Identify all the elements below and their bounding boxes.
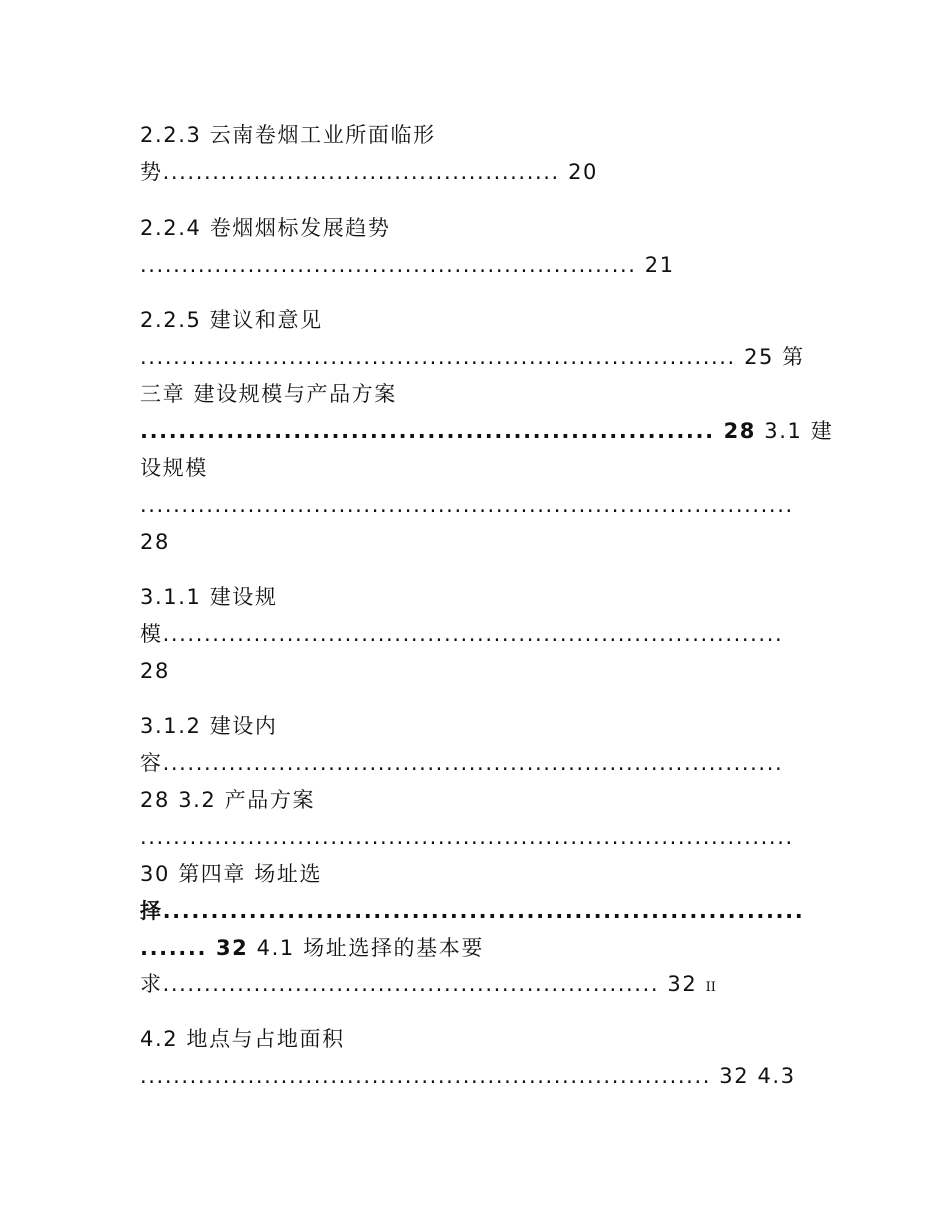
toc-line: ..................................................................... 32 4.3 xyxy=(140,1064,796,1088)
toc-line: 势................................................ 20 xyxy=(140,160,599,184)
toc-line: 30 第四章 场址选 xyxy=(140,862,323,886)
toc-line: 设规模 xyxy=(140,456,208,480)
toc-line: ............................................................................... xyxy=(140,493,794,517)
toc-leader-bold: ....... 32 xyxy=(140,936,249,960)
toc-line: 28 xyxy=(140,659,170,683)
toc-line: 28 3.2 产品方案 xyxy=(140,788,316,812)
toc-line: ............................................................ 21 xyxy=(140,253,675,277)
toc-line: 28 xyxy=(140,530,170,554)
toc-line: 2.2.5 建议和意见 xyxy=(140,308,323,332)
toc-line: 三章 建设规模与产品方案 xyxy=(140,382,397,406)
toc-leader-bold: ............................................................ 28 xyxy=(140,419,756,443)
toc-line: 2.2.4 卷烟烟标发展趋势 xyxy=(140,216,391,240)
toc-line: 择................................................................... xyxy=(140,899,805,923)
page-number-marker: II xyxy=(705,980,716,995)
toc-line: ........................................................................ 25 第 xyxy=(140,345,805,369)
toc-line xyxy=(140,969,716,999)
toc-line: 模........................................................................... xyxy=(140,622,784,646)
toc-entry: 求............................................................ 32 xyxy=(140,972,698,996)
toc-entry: 4.1 场址选择的基本要 xyxy=(248,936,484,960)
toc-line: ............................................................................... xyxy=(140,825,794,849)
toc-line: 容........................................................................... xyxy=(140,751,784,775)
toc-entry: 3.1 建 xyxy=(756,419,834,443)
toc-line xyxy=(140,416,833,446)
toc-line: 3.1.1 建设规 xyxy=(140,585,278,609)
toc-line: 4.2 地点与占地面积 xyxy=(140,1027,345,1051)
toc-line: 3.1.2 建设内 xyxy=(140,714,278,738)
toc-line: 2.2.3 云南卷烟工业所面临形 xyxy=(140,123,436,147)
toc-line xyxy=(140,933,484,963)
